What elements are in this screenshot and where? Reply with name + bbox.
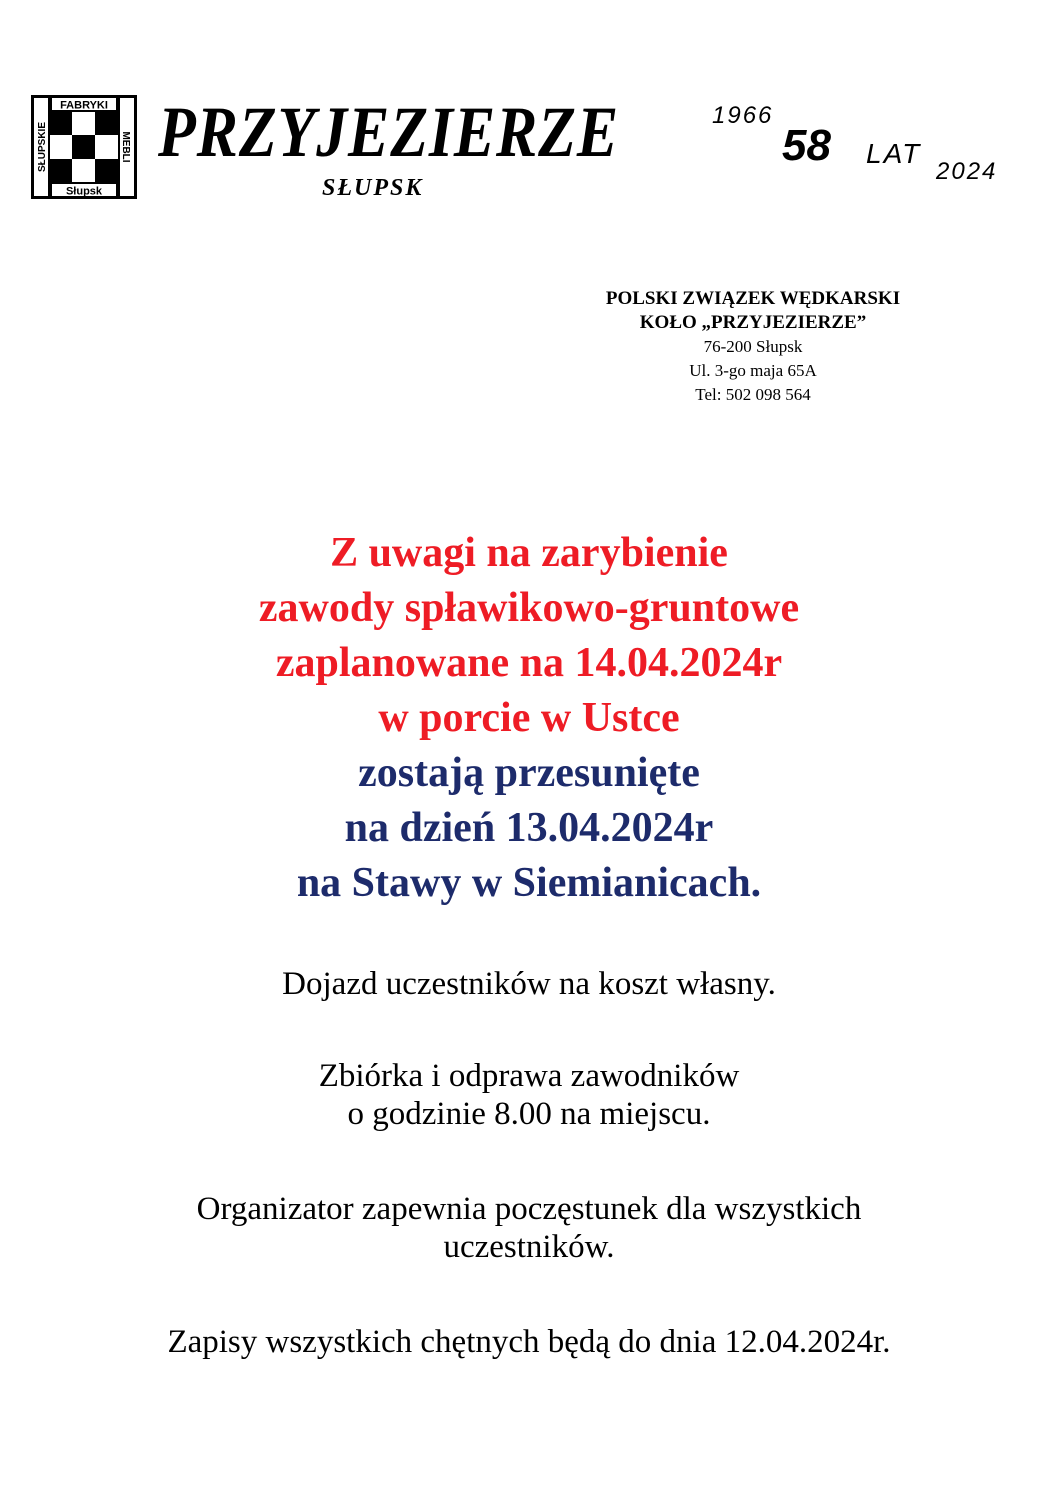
anniversary-years: 58 bbox=[782, 121, 831, 170]
announcement-line: zawody spławikowo-gruntowe bbox=[258, 585, 800, 631]
address-club: KOŁO „PRZYJEZIERZE” bbox=[639, 312, 867, 333]
announcement-line: zostają przesunięte bbox=[358, 750, 700, 796]
announcement-line: zaplanowane na 14.04.2024r bbox=[275, 640, 783, 686]
logo-bottom-text: Słupsk bbox=[65, 185, 103, 198]
registration-info-text: Zapisy wszystkich chętnych będą do dnia 12.04.2024r. bbox=[167, 1324, 891, 1360]
anniversary-start-year: 1966 bbox=[712, 102, 774, 129]
anniversary-end-year: 2024 bbox=[936, 158, 998, 185]
anniversary-word: LAT bbox=[866, 138, 922, 169]
address-phone: Tel: 502 098 564 bbox=[695, 385, 811, 404]
address-block bbox=[520, 287, 986, 407]
refreshments-info-line: uczestników. bbox=[443, 1229, 615, 1265]
meeting-info bbox=[0, 1057, 1058, 1133]
address-postal: 76-200 Słupsk bbox=[703, 337, 803, 356]
refreshments-info bbox=[0, 1190, 1058, 1266]
announcement bbox=[0, 526, 1058, 911]
logo-top-text: FABRYKI bbox=[60, 99, 108, 112]
address-org: POLSKI ZWIĄZEK WĘDKARSKI bbox=[605, 288, 901, 309]
announcement-line: na Stawy w Siemianicach. bbox=[296, 860, 762, 906]
registration-info bbox=[0, 1323, 1058, 1361]
logo-right-text: MEBLI bbox=[120, 131, 131, 163]
meeting-info-line: Zbiórka i odprawa zawodników bbox=[318, 1058, 740, 1094]
announcement-line: Z uwagi na zarybienie bbox=[330, 530, 728, 576]
announcement-line: w porcie w Ustce bbox=[378, 695, 680, 741]
company-logo bbox=[31, 95, 137, 199]
announcement-line: na dzień 13.04.2024r bbox=[344, 805, 714, 851]
address-street: Ul. 3-go maja 65A bbox=[689, 361, 817, 380]
travel-info bbox=[0, 965, 1058, 1003]
refreshments-info-line: Organizator zapewnia poczęstunek dla wszystkich bbox=[196, 1191, 862, 1227]
brand-title: PRZYJEZIERZE bbox=[158, 92, 620, 172]
travel-info-text: Dojazd uczestników na koszt własny. bbox=[282, 966, 776, 1002]
meeting-info-line: o godzinie 8.00 na miejscu. bbox=[347, 1096, 711, 1132]
logo-left-text: SŁUPSKIE bbox=[37, 121, 48, 173]
brand-city: SŁUPSK bbox=[322, 175, 424, 201]
